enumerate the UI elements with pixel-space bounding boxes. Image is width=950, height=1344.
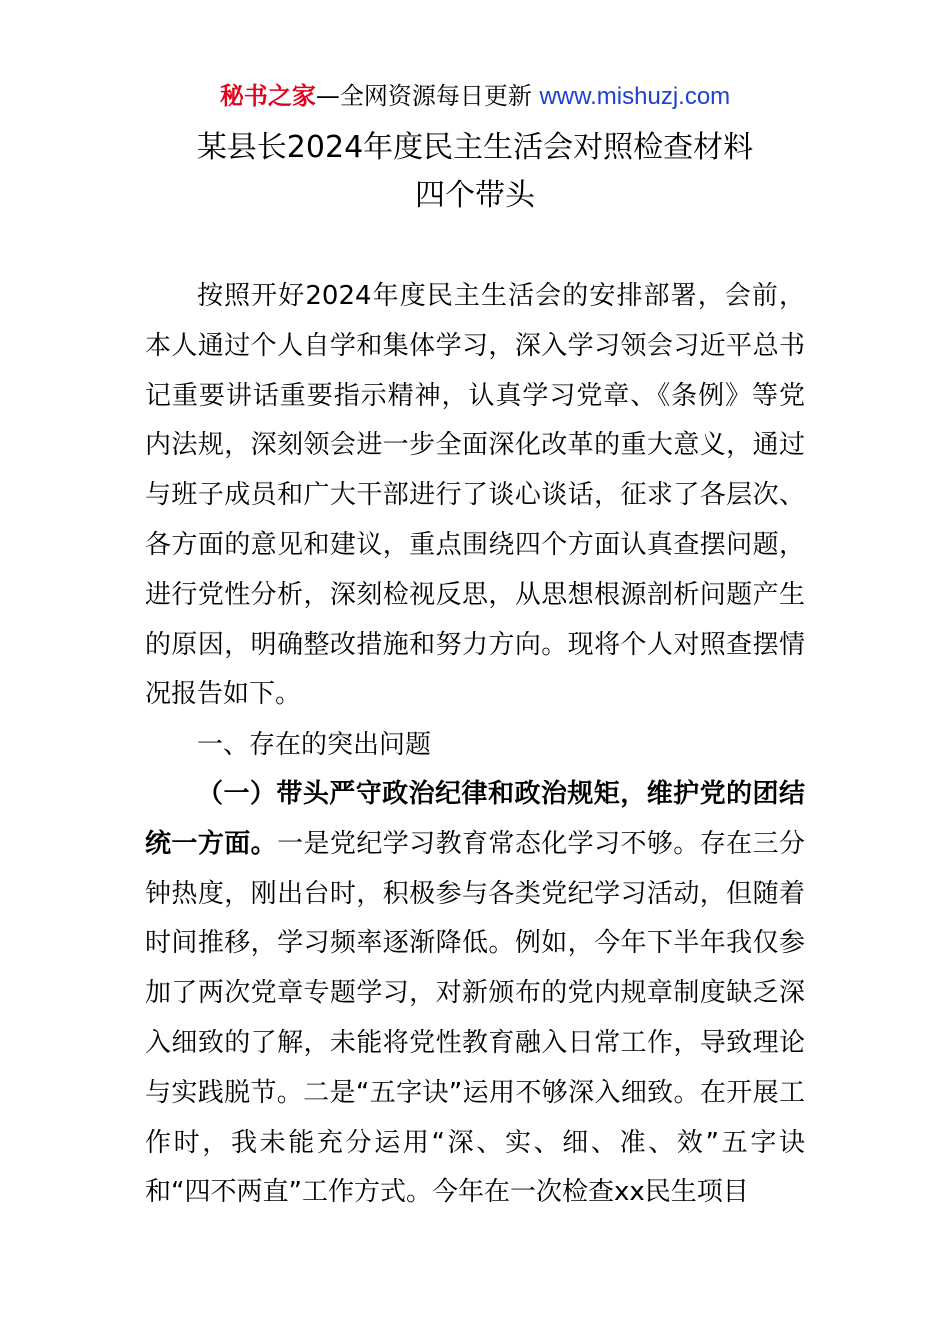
brand-name: 秘书之家: [219, 82, 316, 110]
subsection-body-text: 一是党纪学习教育常态化学习不够。存在三分钟热度，刚出台时，积极参与各类党纪学习活动，但随着时间推移，学习频率逐渐降低。例如，今年下半年我仅参加了两次党章专题学习，对新颁布的党内规章制度缺乏深入细致的了解，未能将党性教育融入日常工作，导致理论与实践脱节。二是“五字诀”运用不够深入细致。在开展工作时，我未能充分运用“深、实、细、准、效”五字诀和“四不两直”工作方式。今年在一次检查xx民生项目: [145, 828, 805, 1208]
site-header: [0, 80, 950, 113]
intro-paragraph: 按照开好2024年度民主生活会的安排部署，会前，本人通过个人自学和集体学习，深入学习领会习近平总书记重要讲话重要指示精神，认真学习党章、《条例》等党内法规，深刻领会进一步全面深化改革的重大意义，通过与班子成员和广大干部进行了谈心谈话，征求了各层次、各方面的意见和建议，重点围绕四个方面认真查摆问题，进行党性分析，深刻检视反思，从思想根源剖析问题产生的原因，明确整改措施和努力方向。现将个人对照查摆情况报告如下。: [145, 281, 805, 710]
document-subtitle: 四个带头: [415, 178, 535, 213]
section-heading: 一、存在的突出问题: [197, 730, 432, 760]
site-url-link[interactable]: www.mishuzj.com: [539, 83, 731, 110]
header-slogan: —全网资源每日更新: [315, 82, 540, 110]
document-title: 某县长2024年度民主生活会对照检查材料: [196, 130, 754, 165]
subsection-paragraph: [145, 770, 805, 1218]
subsection-heading: （一）带头严守政治纪律和政治规矩，维护党的团结统一方面。: [145, 779, 805, 859]
